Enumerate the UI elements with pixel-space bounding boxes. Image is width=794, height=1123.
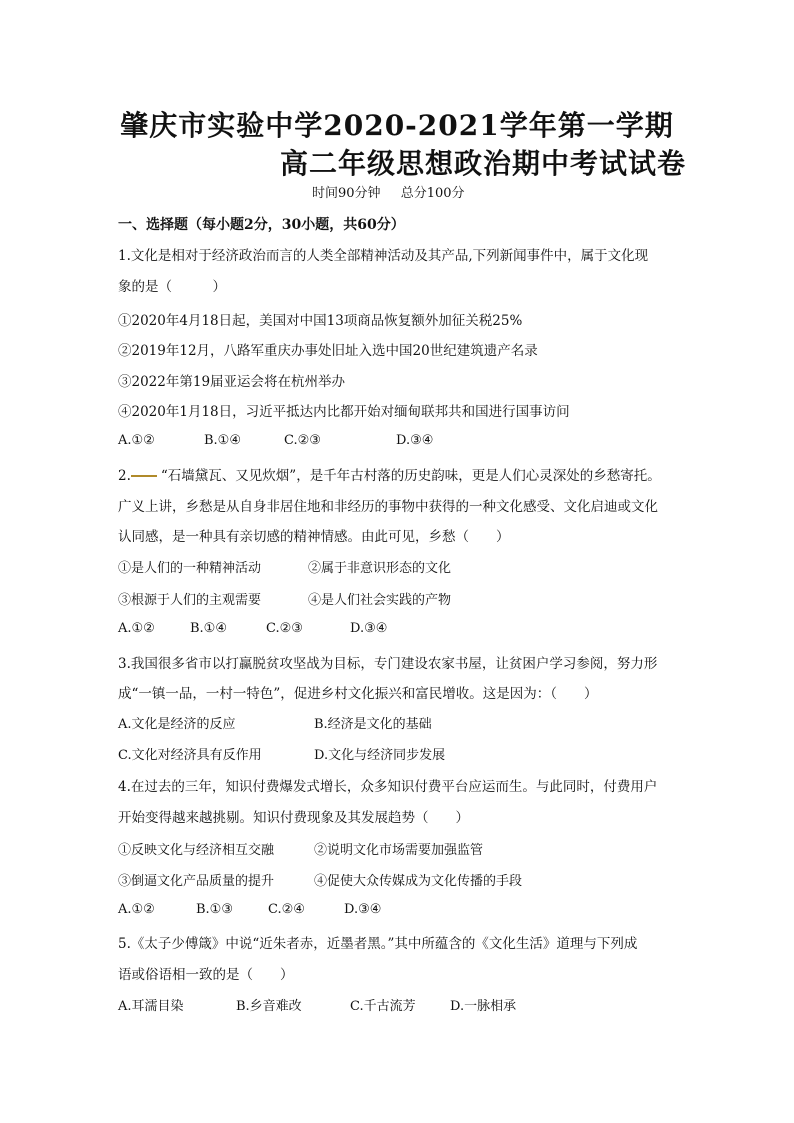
q1-options (118, 433, 433, 448)
q3-line2: 成“一镇一品，一村一特色”，促进乡村文化振兴和富民增收。这是因为：（ ） (118, 686, 598, 702)
q3-options-row1 (118, 713, 432, 732)
q2-statements-row2 (118, 589, 451, 608)
q3-option-a: A.文化是经济的反应 (118, 717, 236, 732)
q2-statement-4: ④是人们社会实践的产物 (308, 593, 452, 608)
q1-option-a: A.①② (118, 433, 155, 448)
q4-option-a: A.①② (118, 902, 155, 917)
exam-info (312, 182, 481, 201)
q5-options (118, 995, 516, 1014)
q1-option-c: C.②③ (284, 433, 321, 448)
q1-statement-2: ②2019年12月，八路军重庆办事处旧址入选中国20世纪建筑遗产名录 (118, 343, 538, 359)
exam-time: 时间90分钟 (312, 186, 381, 201)
q2-line3: 认同感，是一种具有亲切感的精神情感。由此可见，乡愁（ ） (118, 529, 510, 545)
q4-statement-4: ④促使大众传媒成为文化传播的手段 (314, 874, 523, 889)
q2-option-b: B.①④ (190, 621, 227, 636)
q5-line2: 语或俗语相一致的是（ ） (118, 967, 294, 983)
q4-statement-1: ①反映文化与经济相互交融 (118, 843, 275, 858)
q2-statement-1: ①是人们的一种精神活动 (118, 561, 262, 576)
q2-option-d: D.③④ (350, 621, 388, 636)
exam-score: 总分100分 (400, 186, 465, 201)
q2-option-c: C.②③ (266, 621, 303, 636)
q2-statements-row1 (118, 557, 451, 576)
q4-line2: 开始变得越来越挑剔。知识付费现象及其发展趋势（ ） (118, 810, 469, 826)
exam-title-line1: 肇庆市实验中学2020-2021学年第一学期 (120, 109, 674, 142)
q3-option-d: D.文化与经济同步发展 (314, 748, 446, 763)
q4-statement-2: ②说明文化市场需要加强监管 (314, 843, 484, 858)
q2-statement-3: ③根源于人们的主观需要 (118, 593, 262, 608)
q4-option-b: B.①③ (196, 902, 233, 917)
q3-option-b: B.经济是文化的基础 (314, 717, 432, 732)
q5-option-a: A.耳濡目染 (118, 999, 184, 1014)
q2-statement-2: ②属于非意识形态的文化 (308, 561, 452, 576)
q1-line2: 象的是（ ） (118, 279, 226, 295)
q3-options-row2 (118, 744, 445, 763)
q5-option-b: B.乡音难改 (236, 999, 302, 1014)
q1-option-b: B.①④ (204, 433, 241, 448)
q2-number: 2. (118, 468, 131, 484)
q2-line1-text: “石墙黛瓦、又见炊烟”，是千年古村落的历史韵味，更是人们心灵深处的乡愁寄托。 (160, 468, 661, 484)
q1-statement-4: ④2020年1月18日，习近平抵达内比都开始对缅甸联邦共和国进行国事访问 (118, 404, 570, 420)
q3-line1: 3.我国很多省市以打赢脱贫攻坚战为目标，专门建设农家书屋，让贫困户学习参阅，努力形 (118, 656, 658, 672)
q2-line1 (118, 464, 661, 484)
q4-line1: 4.在过去的三年，知识付费爆发式增长，众多知识付费平台应运而生。与此同时，付费用户 (118, 779, 658, 795)
q5-option-c: C.千古流芳 (350, 999, 416, 1014)
q2-line2: 广义上讲，乡愁是从自身非居住地和非经历的事物中获得的一种文化感受、文化启迪或文化 (118, 499, 658, 515)
q2-option-a: A.①② (118, 621, 155, 636)
q1-option-d: D.③④ (396, 433, 434, 448)
q4-statements-row2 (118, 870, 522, 889)
section-title: 一、选择题（每小题2分，30小题，共60分） (118, 217, 405, 233)
q4-statements-row1 (118, 839, 483, 858)
q3-option-c: C.文化对经济具有反作用 (118, 748, 262, 763)
q1-statement-3: ③2022年第19届亚运会将在杭州举办 (118, 374, 346, 390)
q4-option-d: D.③④ (344, 902, 382, 917)
q2-blank-underline (131, 475, 157, 477)
q4-statement-3: ③倒逼文化产品质量的提升 (118, 874, 275, 889)
q5-line1: 5.《太子少傅箴》中说“近朱者赤，近墨者黑。”其中所蕴含的《文化生活》道理与下列成 (118, 936, 638, 952)
q4-options (118, 902, 381, 917)
q5-option-d: D.一脉相承 (450, 999, 517, 1014)
q2-options (118, 621, 387, 636)
q1-statement-1: ①2020年4月18日起，美国对中国13项商品恢复额外加征关税25% (118, 313, 523, 329)
exam-title-line2: 高二年级思想政治期中考试试卷 (280, 147, 687, 180)
q4-option-c: C.②④ (268, 902, 305, 917)
q1-line1: 1.文化是相对于经济政治而言的人类全部精神活动及其产品,下列新闻事件中，属于文化现 (118, 248, 649, 264)
